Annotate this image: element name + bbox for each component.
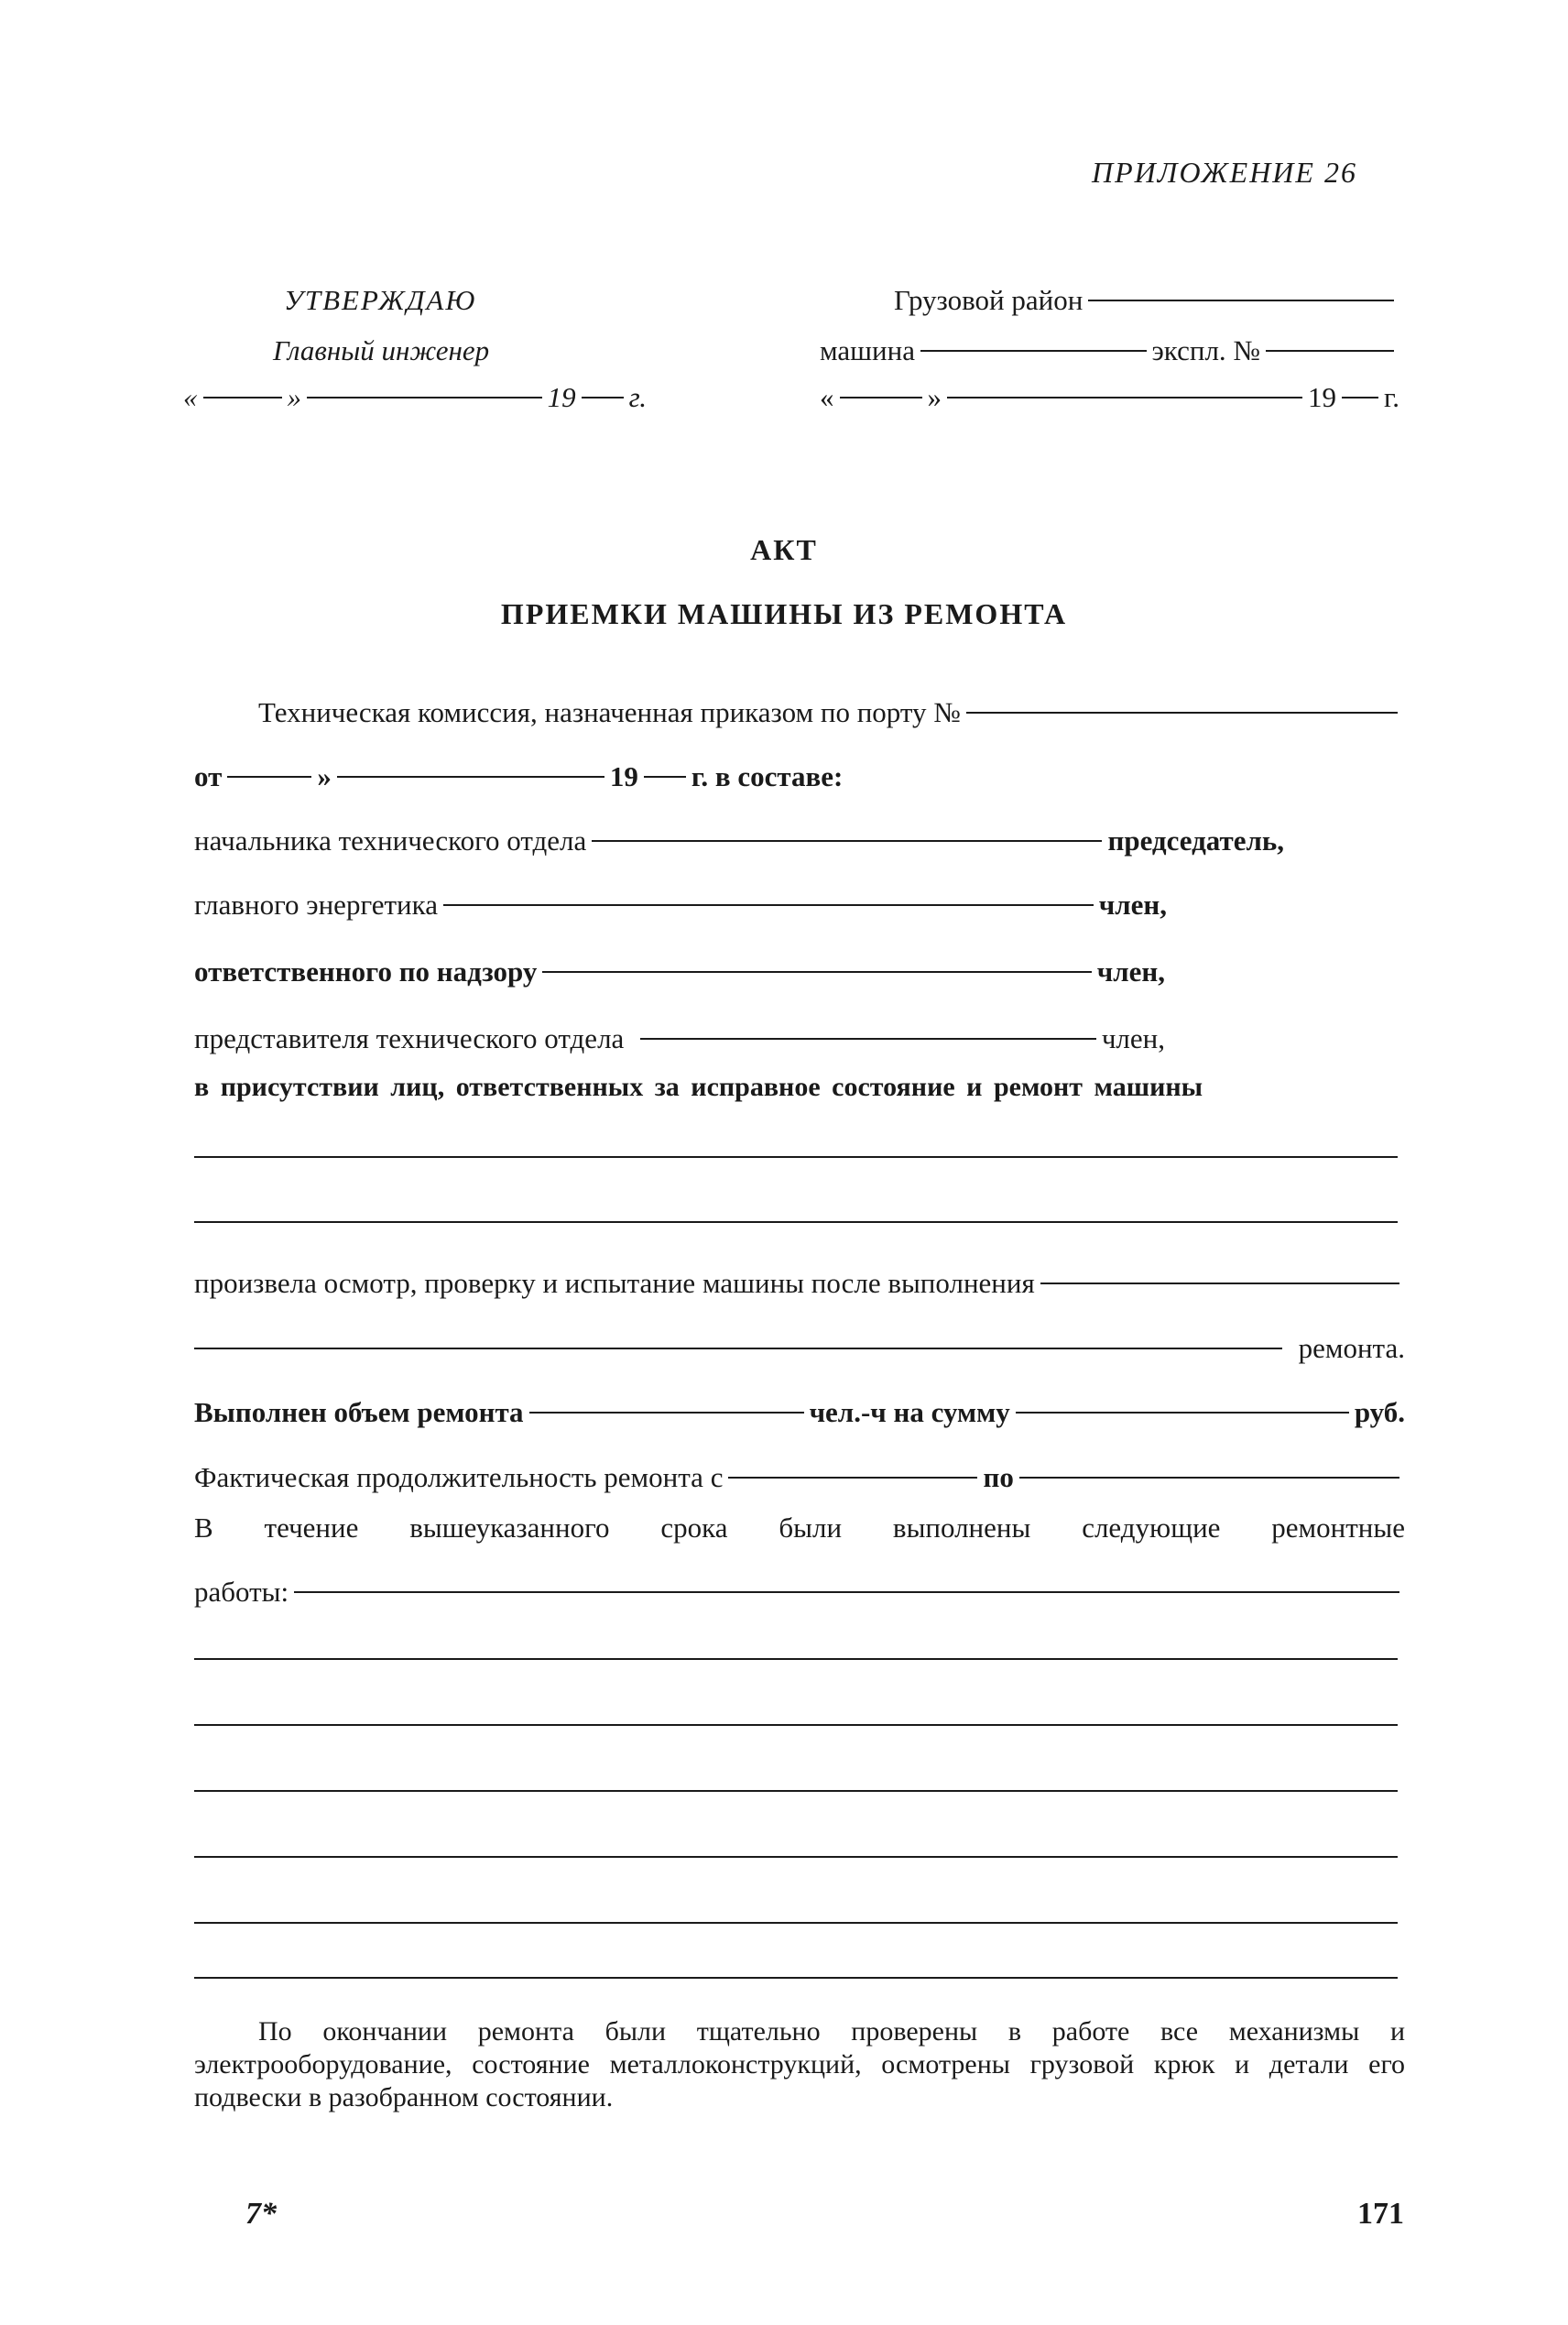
volume-row — [194, 1398, 1405, 1426]
chief-name-blank[interactable] — [592, 840, 1102, 842]
presence-text: в присутствии лиц, ответственных за исправное состояние и ремонт машины — [194, 1072, 1203, 1102]
works-intro: В течение вышеуказанного срока были выполнены следующие ремонтные — [194, 1512, 1405, 1544]
works-blank-3[interactable] — [194, 1790, 1398, 1792]
works-row — [194, 1577, 1405, 1606]
district-day-blank[interactable] — [840, 397, 922, 398]
composition-label: г. в составе: — [691, 760, 844, 792]
district-year: 19 — [1308, 381, 1337, 413]
inspection-text: произвела осмотр, проверку и испытание машины после выполнения — [194, 1267, 1035, 1299]
man-hours-blank[interactable] — [529, 1412, 804, 1414]
super-label: ответственного по надзору — [194, 955, 538, 988]
energy-name-blank[interactable] — [443, 904, 1094, 906]
works-blank-6[interactable] — [194, 1977, 1398, 1979]
chief-row — [194, 826, 1284, 855]
chief-label: начальника технического отдела — [194, 824, 587, 857]
approve-year: 19 — [547, 381, 576, 413]
volume-currency: руб. — [1354, 1396, 1405, 1428]
repair-label: ремонта. — [1298, 1332, 1405, 1364]
presence-blank-1[interactable] — [194, 1156, 1398, 1158]
approve-title: УТВЕРЖДАЮ — [284, 284, 477, 316]
amount-blank[interactable] — [1016, 1412, 1349, 1414]
district-quote-close: » — [927, 381, 942, 413]
district-year-blank[interactable] — [1342, 397, 1378, 398]
duration-to: по — [983, 1461, 1014, 1493]
super-name-blank[interactable] — [542, 971, 1091, 973]
machine-blank[interactable] — [920, 350, 1147, 352]
repair-type-blank[interactable] — [1040, 1283, 1399, 1284]
approve-quote-open: « — [183, 381, 198, 413]
order-row — [258, 698, 1403, 726]
works-label: работы: — [194, 1576, 289, 1608]
inspection-row — [194, 1269, 1405, 1297]
expl-number-blank[interactable] — [1266, 350, 1394, 352]
district-blank[interactable] — [1088, 300, 1394, 301]
works-blank-0[interactable] — [294, 1591, 1399, 1593]
appendix-label: ПРИЛОЖЕНИЕ 26 — [1092, 156, 1357, 189]
approve-date-row — [183, 383, 647, 411]
energy-label: главного энергетика — [194, 889, 438, 921]
super-role: член, — [1096, 955, 1165, 988]
super-row — [194, 957, 1165, 986]
rep-row — [194, 1024, 1165, 1053]
volume-label: Выполнен объем ремонта — [194, 1396, 524, 1428]
signature-mark: 7* — [245, 2197, 277, 2231]
repair-type-blank-2[interactable] — [194, 1348, 1282, 1349]
order-month-blank[interactable] — [337, 776, 604, 778]
district-year-suffix: г. — [1384, 381, 1399, 413]
order-year-blank[interactable] — [644, 776, 686, 778]
repair-row — [194, 1334, 1405, 1362]
expl-label: экспл. № — [1151, 334, 1260, 366]
works-blank-5[interactable] — [194, 1922, 1398, 1924]
works-blank-2[interactable] — [194, 1724, 1398, 1726]
volume-unit: чел.-ч на сумму — [809, 1396, 1010, 1428]
works-blank-4[interactable] — [194, 1856, 1398, 1858]
duration-row — [194, 1463, 1405, 1491]
approve-year-blank[interactable] — [582, 397, 624, 398]
date-to-blank[interactable] — [1019, 1477, 1399, 1479]
district-row — [894, 286, 1399, 314]
order-quote-close: » — [317, 760, 332, 792]
district-month-blank[interactable] — [947, 397, 1302, 398]
rep-name-blank[interactable] — [640, 1038, 1096, 1040]
order-year: 19 — [609, 760, 638, 792]
district-date-row — [820, 383, 1399, 411]
page-number: 171 — [1357, 2197, 1404, 2231]
date-from-blank[interactable] — [728, 1477, 977, 1479]
order-ot: от — [194, 760, 223, 792]
approve-position: Главный инженер — [273, 334, 490, 366]
works-blank-1[interactable] — [194, 1658, 1398, 1660]
energy-role: член, — [1098, 889, 1167, 921]
duration-label: Фактическая продолжительность ремонта с — [194, 1461, 724, 1493]
district-label: Грузовой район — [894, 284, 1083, 316]
rep-role: член, — [1101, 1022, 1165, 1054]
order-number-blank[interactable] — [966, 712, 1398, 714]
chief-role: председатель, — [1107, 824, 1284, 857]
machine-label: машина — [820, 334, 915, 366]
approve-month-blank[interactable] — [307, 397, 542, 398]
energy-row — [194, 890, 1167, 919]
machine-row — [820, 336, 1399, 365]
district-quote-open: « — [820, 381, 834, 413]
approve-year-suffix: г. — [628, 381, 647, 413]
presence-blank-2[interactable] — [194, 1221, 1398, 1223]
approve-day-blank[interactable] — [203, 397, 282, 398]
conclusion-paragraph: По окончании ремонта были тщательно проверены в работе все механизмы и электрооборудование, состояние металлоконструкций, осмотрены грузовой крюк и детали его подвески в разобранном состоянии. — [194, 2016, 1405, 2112]
order-date-row — [194, 762, 936, 791]
commission-intro: Техническая комиссия, назначенная приказом по порту № — [258, 696, 961, 728]
doc-title: АКТ — [750, 533, 818, 566]
rep-label: представителя технического отдела — [194, 1022, 625, 1054]
doc-subtitle: ПРИЕМКИ МАШИНЫ ИЗ РЕМОНТА — [500, 597, 1068, 630]
order-day-blank[interactable] — [227, 776, 311, 778]
approve-quote-close: » — [287, 381, 301, 413]
